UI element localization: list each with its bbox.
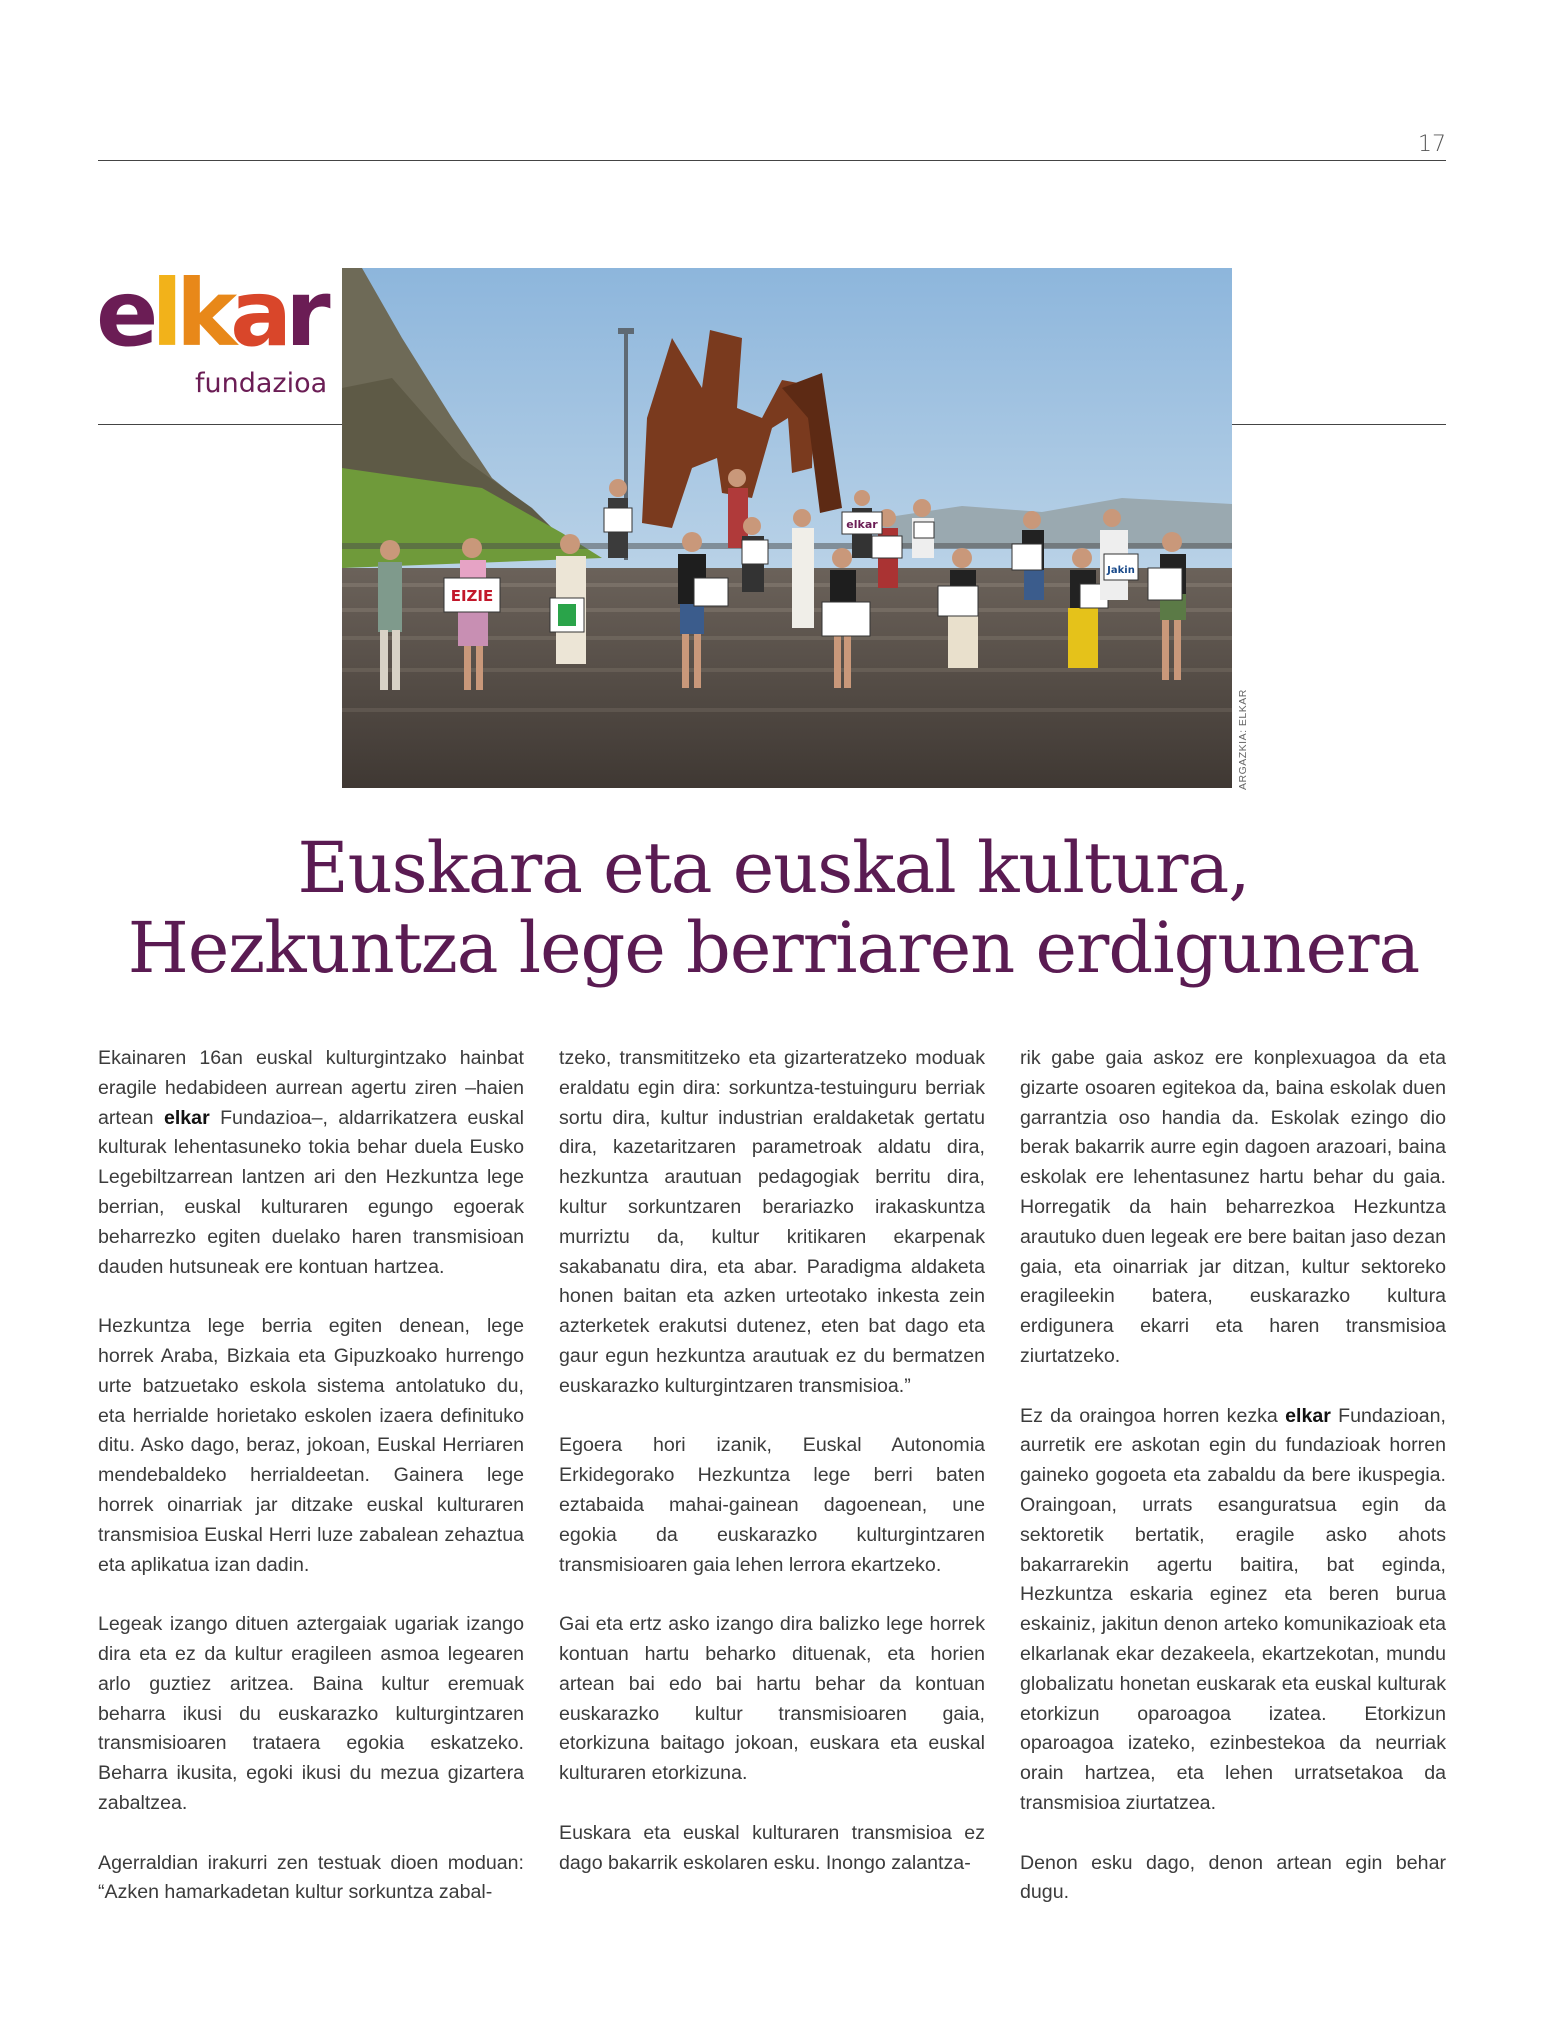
paragraph: Ekainaren 16an euskal kulturgintzako hainbat eragile hedabideen aurrean agertu ziren –haien artean elkar Fundazioa–, aldarrikatzera euskal kulturak lehentasuneko tokia behar duela Eusko Legebiltzarrean lantzen ari den Hezkuntza lege berrian, euskal kulturaren egungo egoerak beharrezko egiten duelako haren transmisioan dauden hutsuneak ere kontuan hartzea. (98, 1047, 524, 1278)
article-column-3 (1020, 1044, 1446, 1908)
sign-jakin: Jakin (1107, 565, 1135, 576)
photo-rule-right (1232, 424, 1446, 425)
paragraph: Euskara eta euskal kulturaren transmisioa ez dago bakarrik eskolaren esku. Inongo zalantza- (559, 1821, 985, 1874)
group-photo (342, 268, 1232, 788)
paragraph: Egoera hori izanik, Euskal Autonomia Erkidegorako Hezkuntza lege berri baten eztabaida mahai-gainean dagoenean, une egokia da euskarazko kulturgintzaren transmisioaren gaia lehen lerrora ekartzeko. (559, 1434, 985, 1576)
photo-credit: ARGAZKIA: ELKAR (1237, 689, 1249, 790)
paragraph: Gai eta ertz asko izango dira balizko lege horrek kontuan hartu beharko dituenak, eta horien artean bai edo bai hartu behar da kontuan euskarazko kultur transmisioaren gaia, etorkizuna baitago jokoan, euskara eta euskal kulturaren etorkizuna. (559, 1613, 985, 1785)
logo-subtitle: fundazioa (195, 368, 328, 399)
logo-wordmark: elkar (96, 260, 324, 367)
brand-name: elkar (1285, 1404, 1331, 1427)
sign-eizie: EIZIE (450, 587, 494, 605)
page-number: 17 (1418, 132, 1446, 157)
headline-line-1: Euskara eta euskal kultura, (297, 827, 1250, 909)
article-column-1 (98, 1044, 524, 1908)
paragraph: Legeak izango dituen aztergaiak ugariak izango dira eta ez da kultur eragileen asmoa legearen arlo guztiez aritzea. Baina kultur eremuak beharra ikusi du euskarazko kulturgintzaren transmisioaren trataera egokia eskatzeko. Beharra ikusita, egoki ikusi du mezua gizartera zabaltzea. (98, 1613, 524, 1814)
paragraph: Denon esku dago, denon artean egin behar dugu. (1020, 1851, 1446, 1904)
paragraph: rik gabe gaia askoz ere konplexuagoa da eta gizarte osoaren egitekoa da, baina eskolak duen garrantzia oso handia da. Eskolak ezingo dio berak bakarrik aurre egin dagoen arazoari, baina eskolak ere lehentasunez hartu behar du gaia. Horregatik da hain beharrezkoa Hezkuntza arautuko duen legeak ere bere baitan jaso dezan gaia, eta oinarriak jar ditzan, kultur sektoreko eragileekin batera, euskarazko kultura erdigunera ekarri eta haren transmisioa ziurtatzeko. (1020, 1047, 1446, 1367)
headline-line-2: Hezkuntza lege berriaren erdigunera (127, 907, 1420, 989)
sign-elkar: elkar (846, 518, 878, 531)
article-headline (60, 828, 1487, 988)
paragraph: tzeko, transmititzeko eta gizarteratzeko moduak eraldatu egin dira: sorkuntza-testuinguru berriak sortu dira, kultur industrian eraldaketak gertatu dira, kazetaritzaren parametroak aldatu dira, hezkuntza arautuan pedagogiak berritu dira, kultur sorkuntzaren berariazko irakaskuntza murriztu da, kultur kritikaren ekarpenak sakabanatu dira, eta abar. Paradigma aldaketa honen baitan eta azken urteotako inkesta zein azterketek erakutsi dutenez, eten bat dago eta gaur egun hezkuntza arautuak ez du bermatzen euskarazko kulturgintzaren transmisioa.” (559, 1047, 985, 1397)
paragraph: Ez da oraingoa horren kezka elkar Fundazioan, aurretik ere askotan egin du fundazioak horren gaineko gogoeta eta zabaldu da bere ikuspegia. Oraingoan, urrats esanguratsua egin da sektoretik bertatik, eragile asko ahots bakarrarekin agertu baitira, bat eginda, Hezkuntza eskaria eginez eta beren burua eskainiz, jakitun denon arteko komunikazioak eta elkarlanak ekar dezakeela, ekartzekotan, mundu globalizatu honetan euskarak eta euskal kulturak etorkizun oparoagoa izatea. Etorkizun oparoagoa izateko, ezinbestekoa da neurriak orain hartzea, eta lehen urratsetakoa da transmisioa ziurtatzea. (1020, 1404, 1446, 1814)
brand-name: elkar (163, 1106, 210, 1129)
article-column-2 (559, 1044, 985, 1878)
logo-rule-left (98, 424, 342, 425)
elkar-fundazioa-logo (96, 260, 336, 408)
paragraph: Agerraldian irakurri zen testuak dioen moduan: “Azken hamarkadetan kultur sorkuntza zabal- (98, 1851, 524, 1904)
paragraph: Hezkuntza lege berria egiten denean, lege horrek Araba, Bizkaia eta Gipuzkoako hurrengo urte batzuetako eskola sistema antolatuko du, eta herrialde horietako eskolen izaera definituko ditu. Asko dago, beraz, jokoan, Euskal Herriaren mendebaldeko herrialdeetan. Gainera lege horrek oinarriak jar ditzake euskal kulturaren transmisioa Euskal Herri luze zabalean zehaztua eta aplikatua izan dadin. (98, 1315, 524, 1576)
header-rule (98, 160, 1446, 161)
